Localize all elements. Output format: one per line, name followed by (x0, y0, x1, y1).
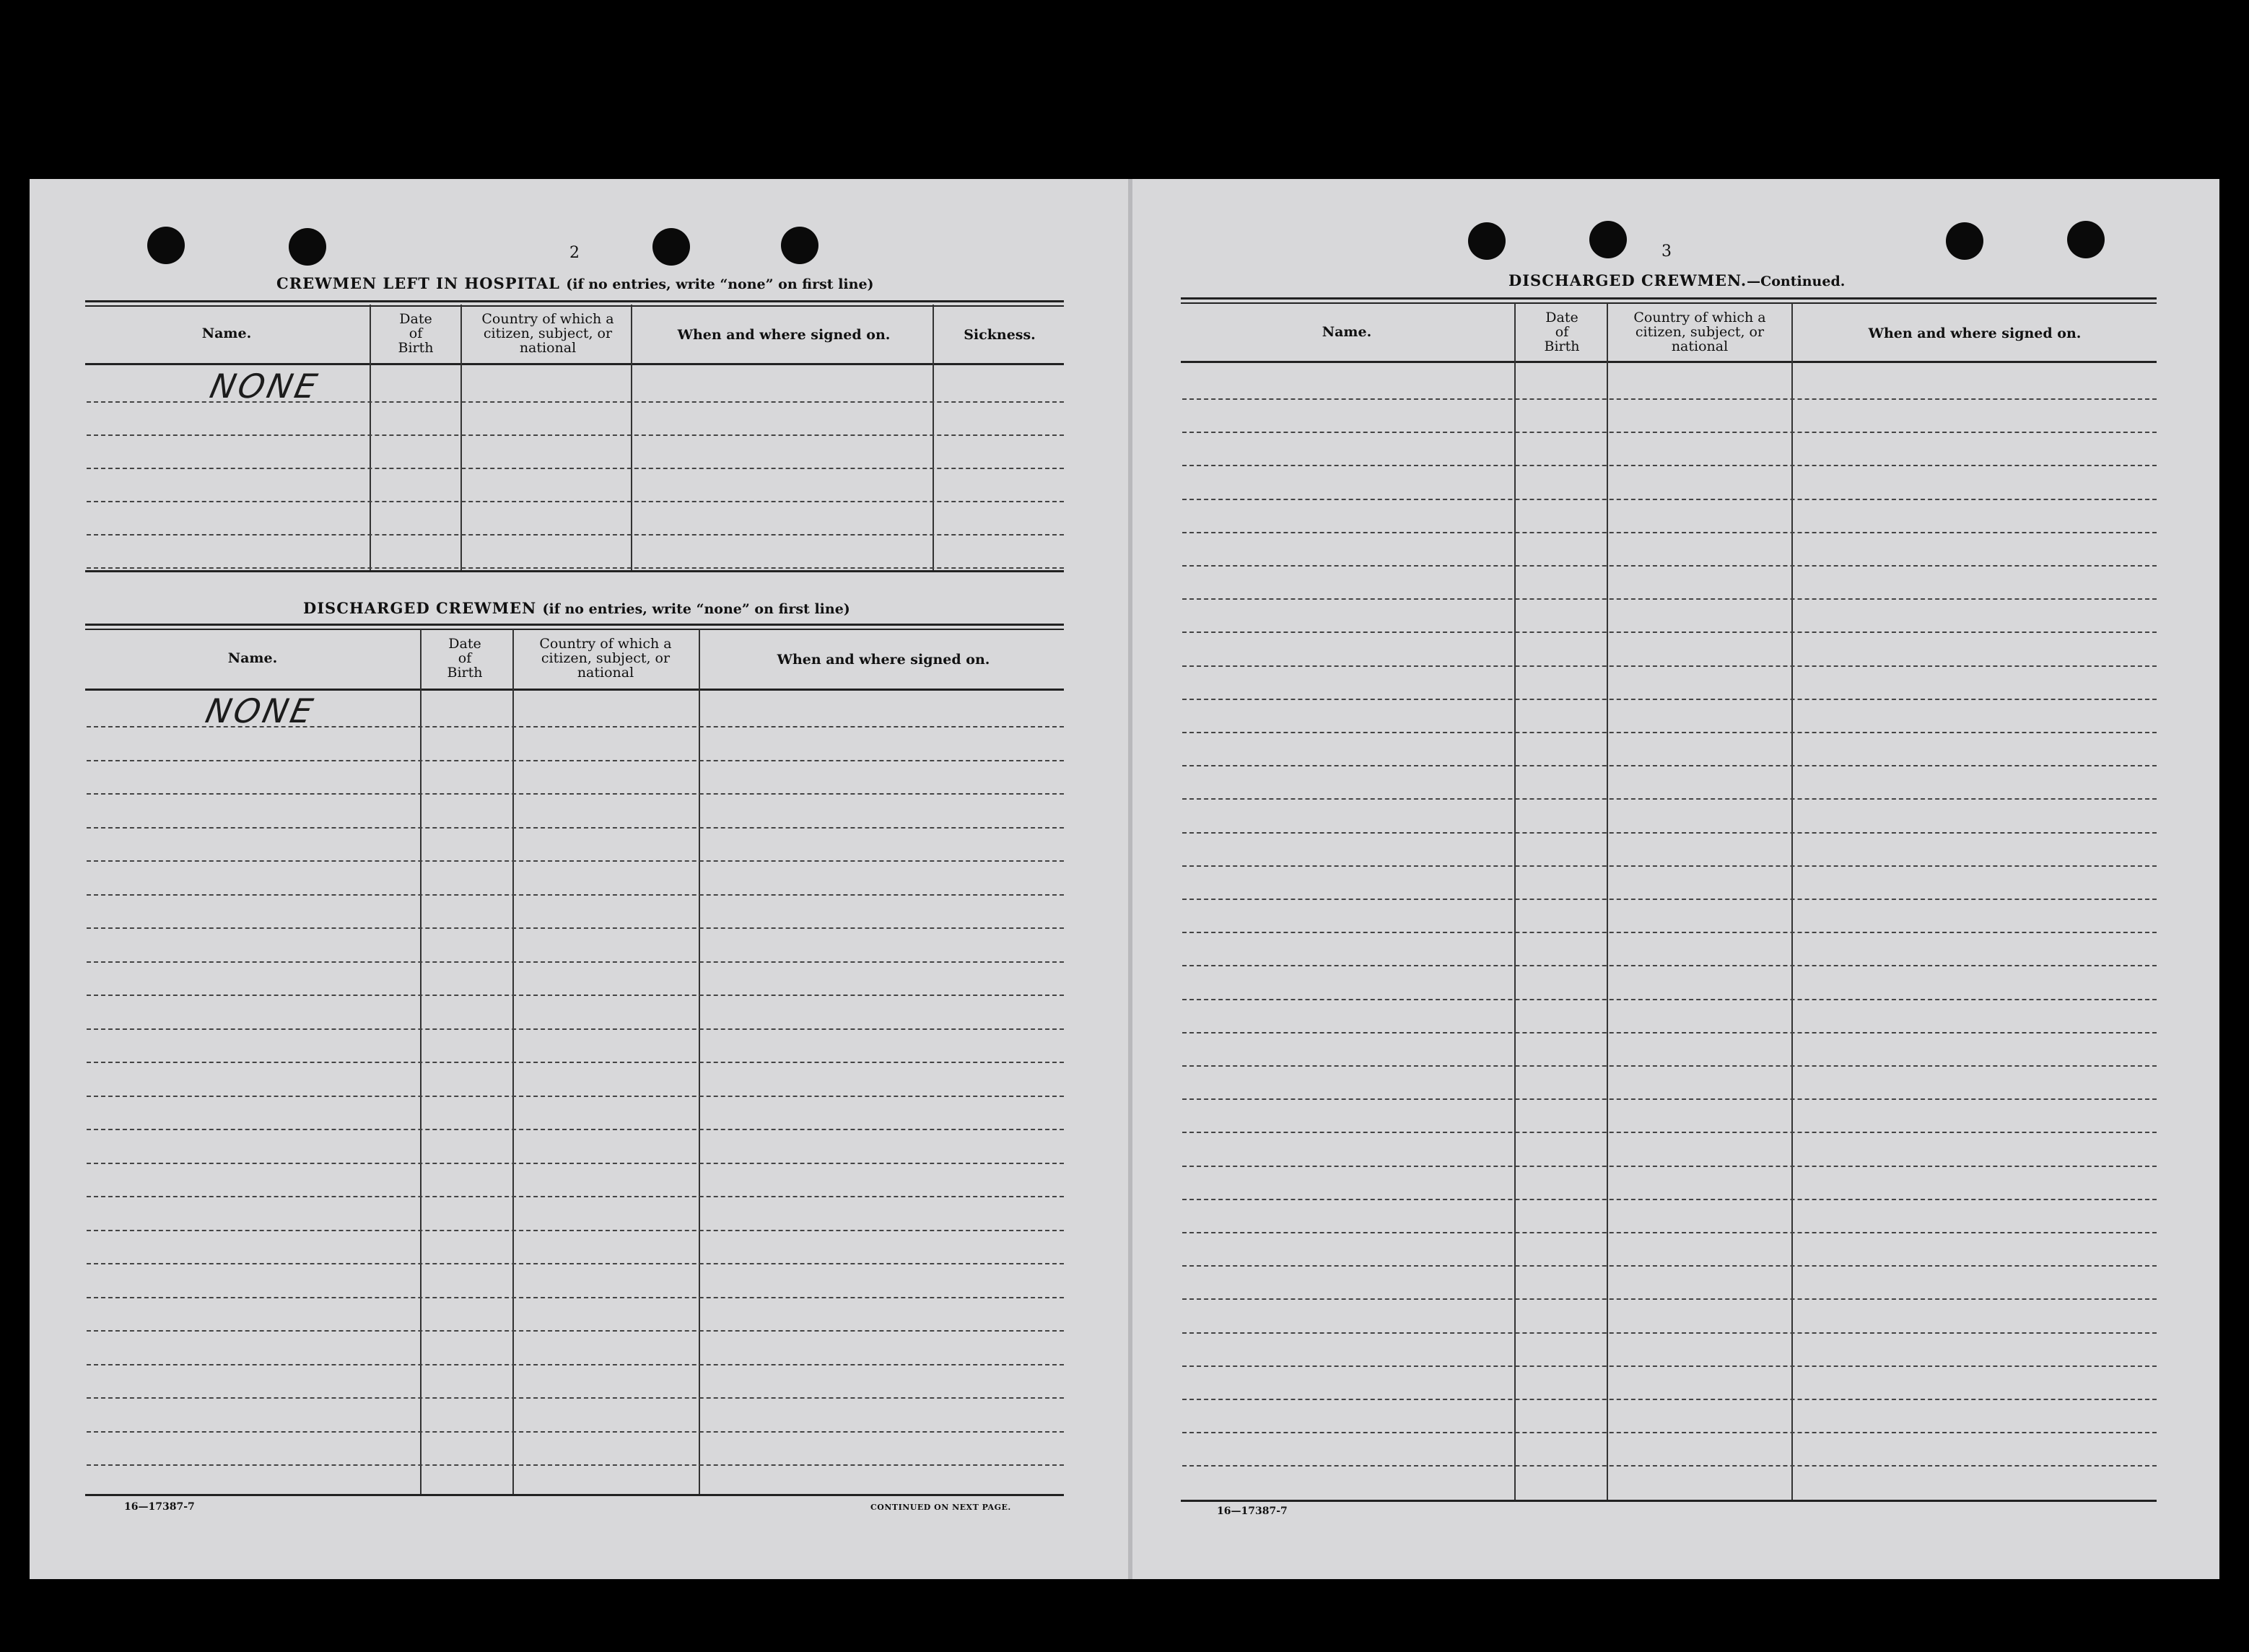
row-line (1182, 665, 2157, 667)
row-line (1182, 1065, 2157, 1067)
hospital-title-text: CREWMEN LEFT IN HOSPITAL (276, 274, 560, 292)
header-rule (85, 363, 1064, 365)
row-line (87, 1364, 1064, 1365)
column-divider (370, 305, 371, 570)
punch-hole (2067, 221, 2105, 258)
row-line (87, 894, 1064, 896)
header-rule (85, 689, 1064, 691)
document-paper (30, 179, 2219, 1579)
table-bottom-rule (85, 1494, 1064, 1496)
row-line (1182, 1365, 2157, 1367)
table-bottom-rule (1181, 1500, 2157, 1502)
table-bottom-rule (85, 570, 1064, 572)
row-line (87, 1062, 1064, 1063)
row-line (1182, 499, 2157, 500)
row-line (1182, 1332, 2157, 1334)
row-line (87, 860, 1064, 862)
punch-hole (652, 228, 690, 266)
table-top-rule (85, 624, 1064, 630)
column-header-country: Country of which a citizen, subject, or national (1633, 310, 1766, 354)
row-line (1182, 865, 2157, 867)
row-line (87, 1129, 1064, 1130)
column-header-sickness: Sickness. (964, 327, 1036, 343)
page-number: 3 (1661, 242, 1672, 261)
row-line (87, 534, 1064, 536)
punch-hole (1589, 221, 1627, 258)
discharged-instruction: (if no entries, write “none” on first line) (542, 601, 850, 617)
row-line (87, 995, 1064, 996)
row-line (1182, 1132, 2157, 1133)
row-line (87, 1163, 1064, 1164)
page-number: 2 (569, 244, 580, 262)
row-line (1182, 1399, 2157, 1400)
column-header-country: Country of which a citizen, subject, or national (539, 636, 672, 681)
column-header-date-of-birth: Date of Birth (398, 311, 434, 356)
row-line (1182, 1465, 2157, 1467)
row-line (1182, 631, 2157, 633)
column-divider (1607, 303, 1608, 1500)
column-header-country: Country of which a citizen, subject, or national (481, 311, 614, 356)
row-line (87, 927, 1064, 929)
discharged-section-title (303, 599, 850, 617)
right-section-title (1508, 271, 1845, 289)
row-line (87, 1297, 1064, 1298)
punch-hole (147, 227, 185, 264)
row-line (87, 760, 1064, 761)
discharged-title-text: DISCHARGED CREWMEN (303, 599, 537, 617)
right-title-suffix: —Continued. (1747, 274, 1846, 289)
table-top-rule (1181, 297, 2157, 304)
row-line (1182, 965, 2157, 966)
row-line (87, 468, 1064, 469)
row-line (87, 1464, 1064, 1466)
handwritten-entry: NONE (206, 367, 323, 406)
row-line (1182, 765, 2157, 766)
row-line (87, 1196, 1064, 1197)
row-line (1182, 1232, 2157, 1233)
row-line (1182, 432, 2157, 433)
row-line (1182, 1298, 2157, 1300)
column-header-signed-on: When and where signed on. (1868, 325, 2082, 341)
column-header-date-of-birth: Date of Birth (447, 636, 483, 681)
row-line (1182, 1199, 2157, 1200)
row-line (1182, 398, 2157, 400)
row-line (1182, 565, 2157, 567)
row-line (87, 434, 1064, 436)
row-line (1182, 1032, 2157, 1033)
handwritten-entry: NONE (202, 691, 319, 730)
row-line (87, 1263, 1064, 1264)
row-line (1182, 598, 2157, 600)
row-line (87, 1028, 1064, 1030)
hospital-instruction: (if no entries, write “none” on first line) (566, 276, 874, 292)
row-line (1182, 699, 2157, 700)
column-header-signed-on: When and where signed on. (677, 327, 891, 343)
column-divider (1791, 303, 1793, 1500)
form-number: 16—17387-7 (1217, 1505, 1288, 1517)
table-top-rule (85, 300, 1064, 307)
right-title-text: DISCHARGED CREWMEN. (1508, 271, 1747, 289)
row-line (87, 501, 1064, 502)
row-line (1182, 1098, 2157, 1100)
row-line (1182, 465, 2157, 466)
row-line (1182, 999, 2157, 1000)
column-divider (460, 305, 462, 570)
column-divider (933, 305, 934, 570)
punch-hole (1946, 222, 1983, 260)
hospital-section-title (276, 274, 874, 292)
row-line (1182, 1166, 2157, 1167)
column-divider (631, 305, 632, 570)
row-line (87, 1431, 1064, 1433)
row-line (87, 1330, 1064, 1332)
row-line (87, 1397, 1064, 1399)
punch-hole (289, 228, 326, 266)
row-line (87, 1096, 1064, 1097)
punch-hole (1468, 222, 1506, 260)
page-fold (1128, 179, 1132, 1579)
row-line (87, 1230, 1064, 1231)
row-line (1182, 1432, 2157, 1433)
row-line (1182, 832, 2157, 834)
continued-note: CONTINUED ON NEXT PAGE. (870, 1503, 1011, 1512)
row-line (1182, 732, 2157, 733)
row-line (1182, 798, 2157, 800)
row-line (1182, 1265, 2157, 1267)
form-number: 16—17387-7 (124, 1501, 195, 1513)
column-header-date-of-birth: Date of Birth (1544, 310, 1580, 354)
column-header-name: Name. (201, 325, 252, 341)
row-line (1182, 532, 2157, 533)
column-header-name: Name. (1322, 324, 1372, 340)
column-header-name: Name. (227, 650, 278, 666)
row-line (87, 567, 1064, 569)
column-divider (1514, 303, 1516, 1500)
row-line (1182, 932, 2157, 933)
header-rule (1181, 361, 2157, 363)
row-line (87, 827, 1064, 829)
column-header-signed-on: When and where signed on. (777, 652, 990, 668)
row-line (87, 961, 1064, 963)
row-line (1182, 899, 2157, 900)
punch-hole (781, 227, 818, 264)
row-line (87, 793, 1064, 795)
